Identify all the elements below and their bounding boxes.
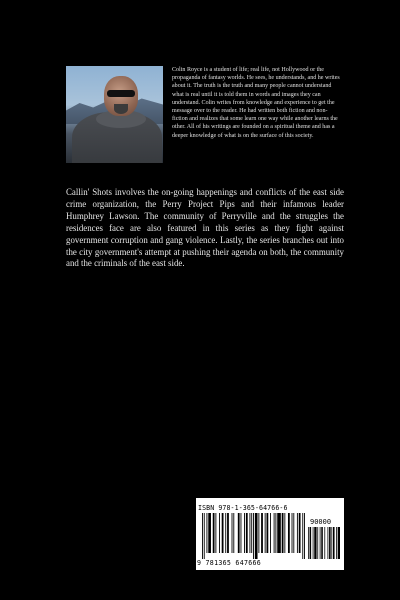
isbn-label: ISBN 978-1-365-64766-6 — [198, 504, 288, 512]
photo-goatee — [114, 104, 128, 114]
barcode-bar — [274, 513, 275, 553]
barcode-bar — [336, 527, 337, 559]
barcode-bar — [219, 513, 220, 553]
barcode-bar — [270, 513, 271, 553]
barcode-bar — [310, 527, 312, 559]
addon-barcode-bars — [308, 527, 340, 565]
barcode-bar — [329, 527, 331, 559]
barcode-bar — [292, 513, 293, 553]
barcode-bar — [249, 513, 250, 553]
barcode-bar — [208, 513, 211, 553]
barcode-bar — [331, 527, 332, 559]
barcode-bar — [225, 513, 226, 553]
barcode-bar — [213, 513, 215, 553]
barcode-bar — [251, 513, 252, 553]
barcode-bar — [202, 513, 203, 559]
barcode-bar — [265, 513, 266, 553]
barcode-bar — [206, 513, 207, 553]
barcode-bar — [304, 513, 305, 559]
barcode-bar — [227, 513, 229, 553]
barcode-bar — [233, 513, 234, 553]
barcode-bar — [324, 527, 325, 559]
barcode-bar — [232, 513, 233, 553]
barcode-bar — [299, 513, 301, 553]
barcode-bar — [241, 513, 242, 553]
barcode-bar — [317, 527, 318, 559]
barcode-bar — [302, 513, 303, 559]
barcode-bar — [293, 513, 294, 553]
barcode-bar — [238, 513, 240, 553]
ean-digits: 9 781365 647666 — [197, 559, 262, 567]
barcode-bar — [284, 513, 285, 553]
barcode-bar — [222, 513, 224, 553]
book-synopsis: Callin' Shots involves the on-going happenings and conflicts of the east side crime organization, the Perry Project Pips and their infamous leader Humphrey Lawson. The community of Perryville and the struggles the residences face are also featured in this series as they fight against government corruption and gang violence. Lastly, the series branches out into the city government's attempt at pushing their agenda on both, the community and the criminals of the east side. — [66, 187, 344, 269]
barcode-bar — [308, 527, 309, 559]
barcode-bar — [255, 513, 258, 559]
barcode-bar — [338, 527, 340, 559]
barcode-bar — [275, 513, 276, 553]
barcode-bar — [313, 527, 314, 559]
barcode-bar — [314, 527, 316, 559]
author-bio: Colin Royce is a student of life; real life, not Hollywood or the propaganda of fantasy worlds. He sees, he understands, and he writes about it. The truth is the truth and many people cannot understand what is real until it is told them in words and images they can understand. Colin writes from knowledge and experience to get the message over to the reader. He had written both fiction and non-fiction and realizes that some learn one way while another learns the other. All of his writings are founded on a spiritual theme and has a deeper knowledge of what is on the surface of this society. — [172, 67, 340, 139]
barcode-bar — [333, 527, 335, 559]
author-photo — [66, 66, 163, 163]
barcode-bar — [277, 513, 281, 553]
barcode-bar — [253, 513, 254, 559]
isbn-barcode — [196, 498, 344, 570]
barcode-bar — [320, 527, 321, 559]
ean-barcode-bars — [202, 513, 305, 559]
photo-sunglasses — [107, 90, 135, 97]
barcode-bar — [297, 513, 298, 553]
barcode-bar — [261, 513, 263, 553]
barcode-bar — [328, 527, 329, 559]
barcode-bar — [244, 513, 245, 553]
price-code: 90000 — [310, 518, 332, 526]
barcode-bar — [321, 527, 323, 559]
barcode-bar — [282, 513, 284, 553]
barcode-bar — [215, 513, 216, 553]
barcode-bar — [266, 513, 268, 553]
barcode-bar — [288, 513, 290, 553]
barcode-bar — [258, 513, 259, 553]
barcode-bar — [246, 513, 248, 553]
barcode-bar — [204, 513, 205, 559]
